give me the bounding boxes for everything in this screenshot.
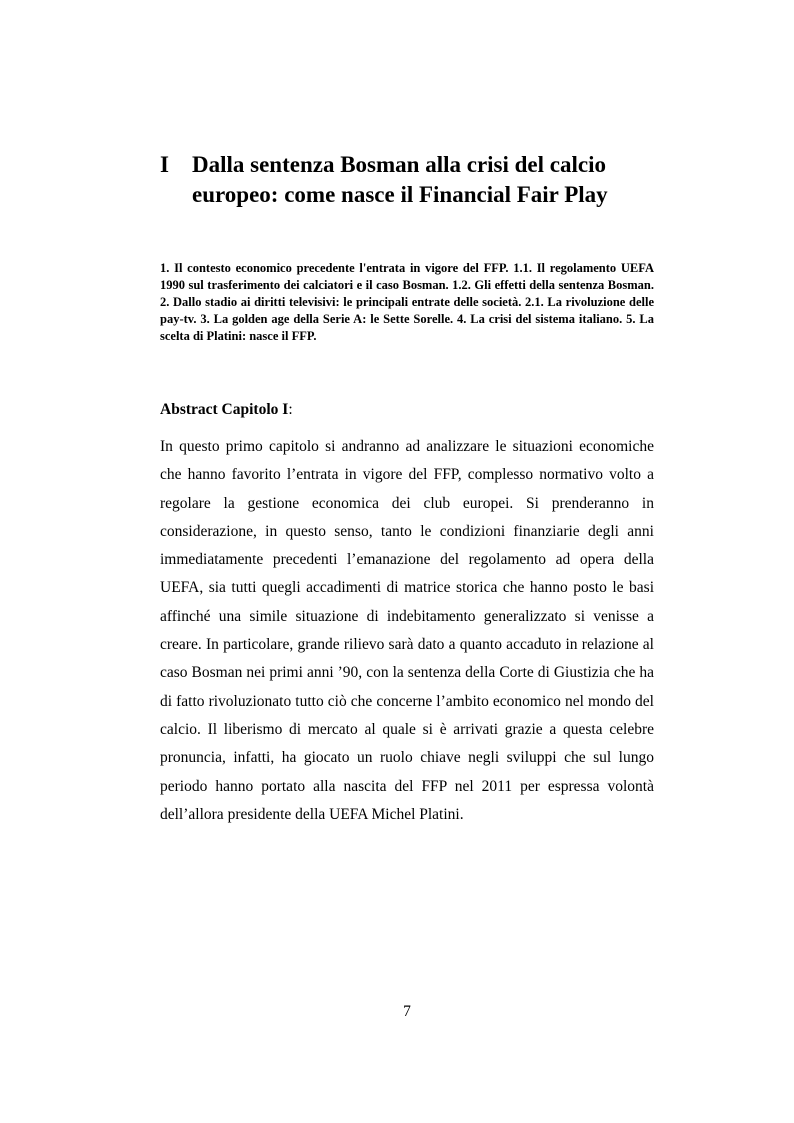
abstract-label: Abstract Capitolo I	[160, 401, 289, 418]
abstract-heading	[160, 400, 293, 420]
abstract-colon: :	[288, 401, 293, 418]
chapter-heading	[160, 150, 640, 210]
abstract-body: In questo primo capitolo si andranno ad analizzare le situazioni economiche che hanno favorito l’entrata in vigore del FFP, complesso normativo volto a regolare la gestione economica dei club europei. Si prenderanno in considerazione, in questo senso, tanto le condizioni finanziarie degli anni immediatamente precedenti l’emanazione del regolamento ad opera della UEFA, sia tutti quegli accadimenti di matrice storica che hanno posto le basi affinché una simile situazione di indebitamento generalizzato si venisse a creare. In particolare, grande rilievo sarà dato a quanto accaduto in relazione al caso Bosman nei primi anni ’90, con la sentenza della Corte di Giustizia che ha di fatto rivoluzionato tutto ciò che concerne l’ambito economico nel mondo del calcio. Il liberismo di mercato al quale si è arrivati grazie a questa celebre pronuncia, infatti, ha giocato un ruolo chiave negli sviluppi che sul lungo periodo hanno portato alla nascita del FFP nel 2011 per espressa volontà dell’allora presidente della UEFA Michel Platini.	[160, 438, 654, 823]
chapter-title: Dalla sentenza Bosman alla crisi del calcio europeo: come nasce il Financial Fair Play	[192, 152, 608, 207]
chapter-summary: 1. Il contesto economico precedente l'entrata in vigore del FFP. 1.1. Il regolamento UEFA 1990 sul trasferimento dei calciatori e il caso Bosman. 1.2. Gli effetti della sentenza Bosman. 2. Dallo stadio ai diritti televisivi: le principali entrate delle società. 2.1. La rivoluzione delle pay-tv. 3. La golden age della Serie A: le Sette Sorelle. 4. La crisi del sistema italiano. 5. La scelta di Platini: nasce il FFP.	[160, 261, 654, 343]
chapter-number: I	[160, 152, 169, 177]
page-number: 7	[403, 1003, 411, 1020]
